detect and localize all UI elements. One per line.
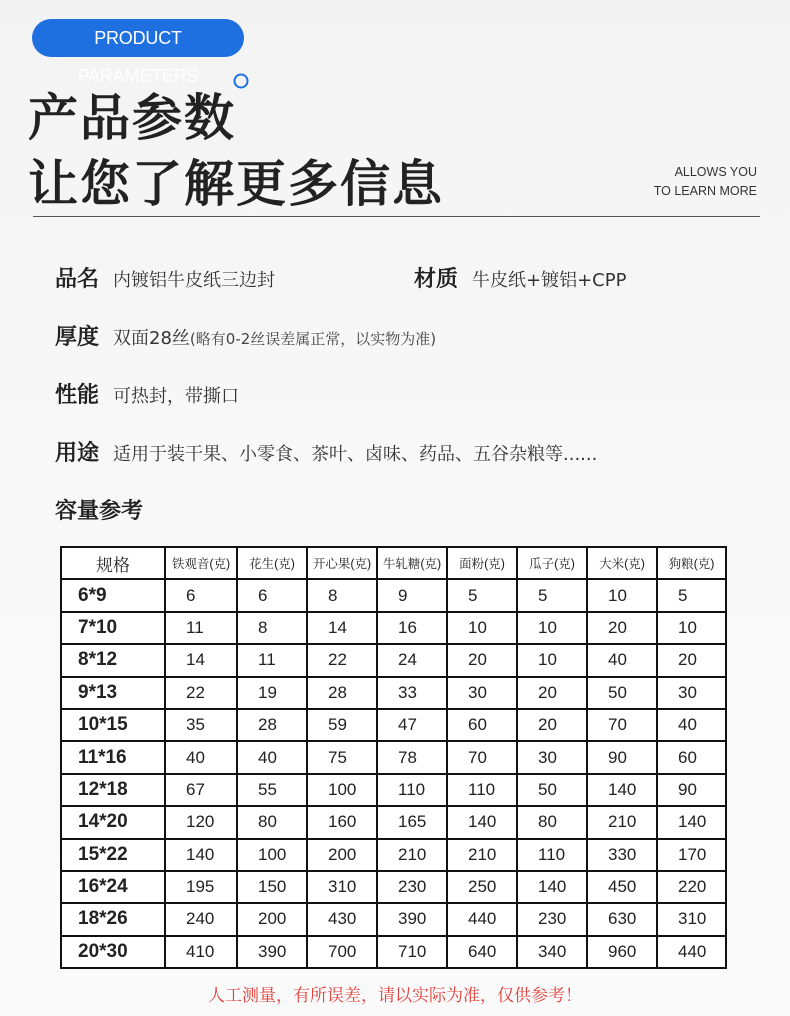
size-cell: 10*15	[61, 709, 165, 741]
capacity-cell: 165	[377, 806, 447, 838]
capacity-cell: 22	[307, 644, 377, 676]
spec-name-value: 内镀铝牛皮纸三边封	[113, 270, 276, 291]
capacity-cell: 16	[377, 612, 447, 644]
page-title-line2: 让您了解更多信息	[28, 155, 444, 213]
capacity-cell: 78	[377, 741, 447, 773]
product-parameters-badge: PRODUCT PARAMETERS	[32, 19, 244, 57]
allows-you-caption	[654, 163, 757, 201]
capacity-cell: 80	[517, 806, 587, 838]
capacity-cell: 700	[307, 936, 377, 968]
capacity-cell: 90	[657, 774, 726, 806]
capacity-cell: 630	[587, 903, 657, 935]
capacity-cell: 440	[447, 903, 517, 935]
capacity-cell: 14	[165, 644, 237, 676]
table-header-cell: 规格	[61, 547, 165, 579]
size-cell: 9*13	[61, 677, 165, 709]
capacity-cell: 100	[237, 839, 307, 871]
table-row	[61, 709, 726, 741]
table-body	[61, 579, 726, 968]
capacity-cell: 19	[237, 677, 307, 709]
table-row	[61, 741, 726, 773]
size-cell: 15*22	[61, 839, 165, 871]
size-cell: 18*26	[61, 903, 165, 935]
capacity-section-title: 容量参考	[55, 499, 144, 524]
page-title-line1: 产品参数	[28, 89, 236, 147]
capacity-cell: 90	[587, 741, 657, 773]
capacity-cell: 330	[587, 839, 657, 871]
capacity-cell: 230	[517, 903, 587, 935]
capacity-cell: 70	[587, 709, 657, 741]
table-row	[61, 903, 726, 935]
capacity-cell: 35	[165, 709, 237, 741]
capacity-cell: 195	[165, 871, 237, 903]
table-row	[61, 612, 726, 644]
capacity-cell: 10	[447, 612, 517, 644]
capacity-cell: 440	[657, 936, 726, 968]
capacity-cell: 70	[447, 741, 517, 773]
capacity-cell: 59	[307, 709, 377, 741]
capacity-cell: 5	[657, 579, 726, 611]
capacity-cell: 20	[517, 709, 587, 741]
spec-material-value: 牛皮纸+镀铝+CPP	[472, 270, 627, 291]
capacity-cell: 60	[657, 741, 726, 773]
size-cell: 11*16	[61, 741, 165, 773]
capacity-cell: 40	[587, 644, 657, 676]
table-row	[61, 579, 726, 611]
capacity-cell: 30	[517, 741, 587, 773]
allows-line2: TO LEARN MORE	[653, 184, 757, 198]
capacity-cell: 60	[447, 709, 517, 741]
capacity-cell: 110	[377, 774, 447, 806]
decorative-ring-icon	[232, 72, 250, 90]
capacity-cell: 100	[307, 774, 377, 806]
spec-material-row	[414, 262, 626, 293]
spec-thickness-value: 双面28丝	[113, 328, 190, 349]
spec-usage-row	[55, 436, 597, 467]
capacity-cell: 80	[237, 806, 307, 838]
spec-usage-value: 适用于装干果、小零食、茶叶、卤味、药品、五谷杂粮等......	[113, 444, 598, 465]
capacity-cell: 40	[237, 741, 307, 773]
capacity-cell: 5	[447, 579, 517, 611]
capacity-cell: 120	[165, 806, 237, 838]
capacity-cell: 140	[657, 806, 726, 838]
table-header-cell: 面粉(克)	[447, 547, 517, 579]
capacity-cell: 55	[237, 774, 307, 806]
capacity-cell: 110	[447, 774, 517, 806]
table-row	[61, 806, 726, 838]
capacity-cell: 20	[657, 644, 726, 676]
capacity-cell: 450	[587, 871, 657, 903]
spec-performance-value: 可热封，带撕口	[113, 386, 240, 407]
spec-thickness-row	[55, 320, 436, 351]
table-header-cell: 牛轧糖(克)	[377, 547, 447, 579]
header-divider	[33, 216, 760, 217]
capacity-cell: 140	[447, 806, 517, 838]
capacity-cell: 6	[237, 579, 307, 611]
capacity-cell: 11	[165, 612, 237, 644]
capacity-cell: 710	[377, 936, 447, 968]
capacity-cell: 8	[237, 612, 307, 644]
capacity-cell: 9	[377, 579, 447, 611]
allows-line1: ALLOWS YOU	[674, 165, 757, 179]
capacity-cell: 200	[307, 839, 377, 871]
capacity-cell: 960	[587, 936, 657, 968]
spec-material-label: 材质	[414, 267, 459, 292]
table-header-row	[61, 547, 726, 579]
spec-thickness-label: 厚度	[55, 325, 100, 350]
spec-name-row	[55, 262, 275, 293]
size-cell: 12*18	[61, 774, 165, 806]
capacity-cell: 30	[657, 677, 726, 709]
spec-performance-row	[55, 378, 239, 409]
capacity-cell: 410	[165, 936, 237, 968]
capacity-cell: 6	[165, 579, 237, 611]
measurement-note: 人工测量，有所误差，请以实际为准，仅供参考！	[208, 986, 582, 1006]
table-row	[61, 871, 726, 903]
capacity-cell: 430	[307, 903, 377, 935]
capacity-cell: 33	[377, 677, 447, 709]
table-header-cell: 瓜子(克)	[517, 547, 587, 579]
capacity-cell: 220	[657, 871, 726, 903]
capacity-cell: 110	[517, 839, 587, 871]
capacity-cell: 50	[517, 774, 587, 806]
size-cell: 14*20	[61, 806, 165, 838]
capacity-cell: 10	[517, 644, 587, 676]
capacity-cell: 250	[447, 871, 517, 903]
capacity-cell: 20	[517, 677, 587, 709]
capacity-cell: 5	[517, 579, 587, 611]
capacity-cell: 170	[657, 839, 726, 871]
spec-performance-label: 性能	[55, 383, 100, 408]
capacity-cell: 140	[587, 774, 657, 806]
table-header-cell: 铁观音(克)	[165, 547, 237, 579]
table-header-cell: 大米(克)	[587, 547, 657, 579]
table-header-cell: 花生(克)	[237, 547, 307, 579]
table-header-cell: 开心果(克)	[307, 547, 377, 579]
size-cell: 6*9	[61, 579, 165, 611]
capacity-cell: 40	[657, 709, 726, 741]
capacity-cell: 210	[587, 806, 657, 838]
size-cell: 7*10	[61, 612, 165, 644]
table-row	[61, 677, 726, 709]
capacity-cell: 20	[447, 644, 517, 676]
capacity-cell: 240	[165, 903, 237, 935]
capacity-cell: 210	[377, 839, 447, 871]
capacity-cell: 28	[307, 677, 377, 709]
capacity-cell: 200	[237, 903, 307, 935]
capacity-cell: 390	[237, 936, 307, 968]
capacity-cell: 140	[517, 871, 587, 903]
capacity-cell: 10	[587, 579, 657, 611]
capacity-cell: 14	[307, 612, 377, 644]
capacity-cell: 20	[587, 612, 657, 644]
capacity-cell: 140	[165, 839, 237, 871]
table-row	[61, 936, 726, 968]
capacity-cell: 640	[447, 936, 517, 968]
capacity-cell: 24	[377, 644, 447, 676]
size-cell: 20*30	[61, 936, 165, 968]
capacity-cell: 10	[657, 612, 726, 644]
size-cell: 8*12	[61, 644, 165, 676]
spec-usage-label: 用途	[55, 441, 100, 466]
size-cell: 16*24	[61, 871, 165, 903]
capacity-cell: 310	[657, 903, 726, 935]
capacity-cell: 10	[517, 612, 587, 644]
capacity-cell: 40	[165, 741, 237, 773]
capacity-cell: 67	[165, 774, 237, 806]
capacity-cell: 390	[377, 903, 447, 935]
capacity-table	[60, 546, 727, 969]
capacity-cell: 340	[517, 936, 587, 968]
capacity-cell: 8	[307, 579, 377, 611]
capacity-cell: 150	[237, 871, 307, 903]
capacity-cell: 230	[377, 871, 447, 903]
capacity-cell: 47	[377, 709, 447, 741]
capacity-cell: 22	[165, 677, 237, 709]
capacity-cell: 28	[237, 709, 307, 741]
spec-name-label: 品名	[55, 267, 100, 292]
capacity-cell: 11	[237, 644, 307, 676]
table-row	[61, 774, 726, 806]
capacity-cell: 50	[587, 677, 657, 709]
capacity-cell: 310	[307, 871, 377, 903]
capacity-cell: 210	[447, 839, 517, 871]
table-row	[61, 839, 726, 871]
capacity-cell: 75	[307, 741, 377, 773]
capacity-cell: 30	[447, 677, 517, 709]
capacity-cell: 160	[307, 806, 377, 838]
table-row	[61, 644, 726, 676]
table-header-cell: 狗粮(克)	[657, 547, 726, 579]
spec-thickness-note: (略有0-2丝误差属正常，以实物为准)	[189, 330, 437, 348]
